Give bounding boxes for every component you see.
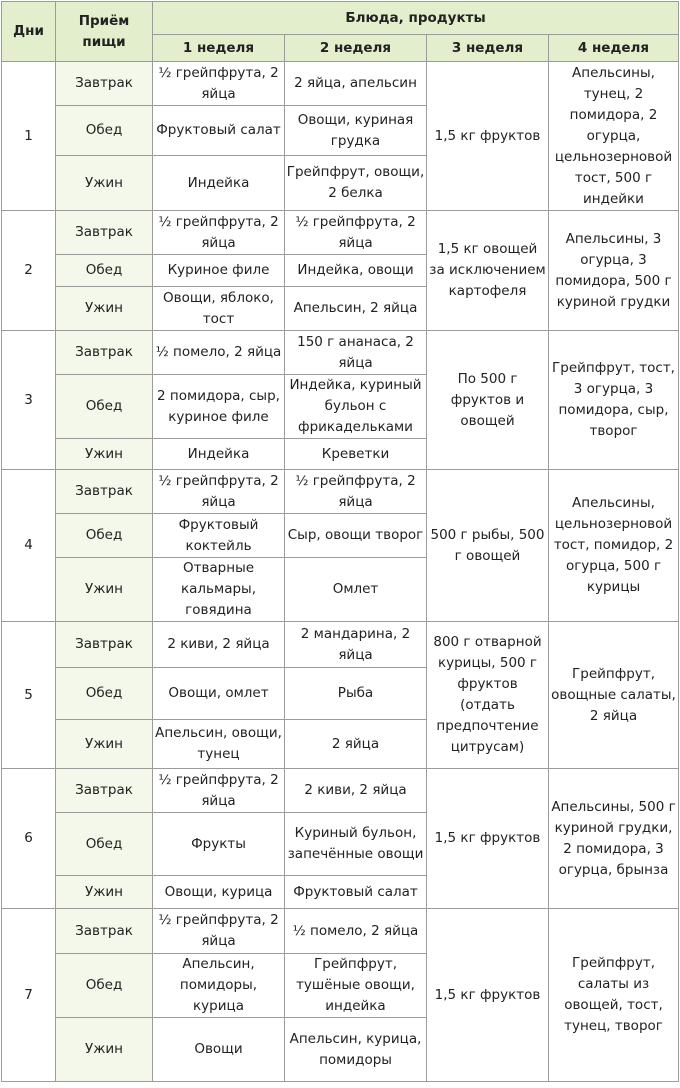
week1-cell: ½ грейпфрута, 2 яйца xyxy=(153,62,285,106)
day-number: 3 xyxy=(2,331,56,470)
meal-dinner: Ужин xyxy=(56,558,153,622)
meal-dinner: Ужин xyxy=(56,1018,153,1082)
week2-cell: Индейка, куриный бульон с фрикадельками xyxy=(285,375,427,439)
week2-cell: 2 яйца, апельсин xyxy=(285,62,427,106)
day-number: 6 xyxy=(2,769,56,909)
meal-lunch: Обед xyxy=(56,668,153,720)
header-week-4: 4 неделя xyxy=(549,35,679,62)
week4-cell: Апельсины, тунец, 2 помидора, 2 огурца, цельнозерновой тост, 500 г индейки xyxy=(549,62,679,211)
meal-breakfast: Завтрак xyxy=(56,470,153,514)
week2-cell: ½ грейпфрута, 2 яйца xyxy=(285,211,427,255)
meal-lunch: Обед xyxy=(56,514,153,558)
week2-cell: ½ грейпфрута, 2 яйца xyxy=(285,470,427,514)
meal-breakfast: Завтрак xyxy=(56,62,153,106)
meal-breakfast: Завтрак xyxy=(56,769,153,813)
week2-cell: Апельсин, курица, помидоры xyxy=(285,1018,427,1082)
week1-cell: Овощи xyxy=(153,1018,285,1082)
week4-cell: Апельсины, 500 г куриной грудки, 2 помидора, 3 огурца, брынза xyxy=(549,769,679,909)
week2-cell: Куриный бульон, запечённые овощи xyxy=(285,813,427,876)
week1-cell: Апельсин, помидоры, курица xyxy=(153,954,285,1018)
diet-table xyxy=(1,1,679,1082)
day-number: 5 xyxy=(2,622,56,769)
week1-cell: ½ помело, 2 яйца xyxy=(153,331,285,375)
week3-cell: 1,5 кг овощей за исключением картофеля xyxy=(427,211,549,331)
week1-cell: ½ грейпфрута, 2 яйца xyxy=(153,211,285,255)
week2-cell: 2 киви, 2 яйца xyxy=(285,769,427,813)
week1-cell: Индейка xyxy=(153,439,285,470)
week2-cell: Грейпфрут, овощи, 2 белка xyxy=(285,156,427,211)
week3-cell: 800 г отварной курицы, 500 г фруктов (отдать предпочтение цитрусам) xyxy=(427,622,549,769)
week1-cell: Овощи, омлет xyxy=(153,668,285,720)
meal-breakfast: Завтрак xyxy=(56,909,153,954)
day-number: 1 xyxy=(2,62,56,211)
week2-cell: Апельсин, 2 яйца xyxy=(285,287,427,331)
week2-cell: Индейка, овощи xyxy=(285,255,427,287)
week2-cell: Грейпфрут, тушёные овощи, индейка xyxy=(285,954,427,1018)
week1-cell: Индейка xyxy=(153,156,285,211)
header-days: Дни xyxy=(2,2,56,62)
week2-cell: Сыр, овощи творог xyxy=(285,514,427,558)
week1-cell: Апельсин, овощи, тунец xyxy=(153,720,285,769)
header-week-2: 2 неделя xyxy=(285,35,427,62)
meal-dinner: Ужин xyxy=(56,876,153,909)
week2-cell: ½ помело, 2 яйца xyxy=(285,909,427,954)
week1-cell: ½ грейпфрута, 2 яйца xyxy=(153,909,285,954)
week2-cell: 2 яйца xyxy=(285,720,427,769)
week1-cell: Фрукты xyxy=(153,813,285,876)
week2-cell: 2 мандарина, 2 яйца xyxy=(285,622,427,668)
week2-cell: Овощи, куриная грудка xyxy=(285,106,427,156)
header-meal: Приём пищи xyxy=(56,2,153,62)
header-week-1: 1 неделя xyxy=(153,35,285,62)
week2-cell: Рыба xyxy=(285,668,427,720)
week4-cell: Апельсины, цельнозерновой тост, помидор, 2 огурца, 500 г курицы xyxy=(549,470,679,622)
week4-cell: Грейпфрут, тост, 3 огурца, 3 помидора, сыр, творог xyxy=(549,331,679,470)
week1-cell: Овощи, курица xyxy=(153,876,285,909)
week1-cell: Куриное филе xyxy=(153,255,285,287)
week1-cell: 2 помидора, сыр, куриное филе xyxy=(153,375,285,439)
meal-lunch: Обед xyxy=(56,255,153,287)
week4-cell: Грейпфрут, салаты из овощей, тост, тунец, творог xyxy=(549,909,679,1082)
week2-cell: Омлет xyxy=(285,558,427,622)
meal-lunch: Обед xyxy=(56,106,153,156)
week1-cell: Фруктовый коктейль xyxy=(153,514,285,558)
week3-cell: 500 г рыбы, 500 г овощей xyxy=(427,470,549,622)
week1-cell: 2 киви, 2 яйца xyxy=(153,622,285,668)
meal-breakfast: Завтрак xyxy=(56,331,153,375)
meal-lunch: Обед xyxy=(56,813,153,876)
week4-cell: Апельсины, 3 огурца, 3 помидора, 500 г куриной грудки xyxy=(549,211,679,331)
header-week-3: 3 неделя xyxy=(427,35,549,62)
header-dishes: Блюда, продукты xyxy=(153,2,679,35)
week2-cell: Фруктовый салат xyxy=(285,876,427,909)
week3-cell: По 500 г фруктов и овощей xyxy=(427,331,549,470)
day-number: 4 xyxy=(2,470,56,622)
week4-cell: Грейпфрут, овощные салаты, 2 яйца xyxy=(549,622,679,769)
week2-cell: 150 г ананаса, 2 яйца xyxy=(285,331,427,375)
meal-dinner: Ужин xyxy=(56,156,153,211)
week1-cell: ½ грейпфрута, 2 яйца xyxy=(153,769,285,813)
meal-dinner: Ужин xyxy=(56,720,153,769)
meal-dinner: Ужин xyxy=(56,287,153,331)
day-number: 7 xyxy=(2,909,56,1082)
week3-cell: 1,5 кг фруктов xyxy=(427,769,549,909)
meal-lunch: Обед xyxy=(56,954,153,1018)
week3-cell: 1,5 кг фруктов xyxy=(427,62,549,211)
meal-breakfast: Завтрак xyxy=(56,622,153,668)
week1-cell: Фруктовый салат xyxy=(153,106,285,156)
meal-lunch: Обед xyxy=(56,375,153,439)
week3-cell: 1,5 кг фруктов xyxy=(427,909,549,1082)
week1-cell: Отварные кальмары, говядина xyxy=(153,558,285,622)
meal-breakfast: Завтрак xyxy=(56,211,153,255)
meal-dinner: Ужин xyxy=(56,439,153,470)
week1-cell: ½ грейпфрута, 2 яйца xyxy=(153,470,285,514)
week2-cell: Креветки xyxy=(285,439,427,470)
day-number: 2 xyxy=(2,211,56,331)
week1-cell: Овощи, яблоко, тост xyxy=(153,287,285,331)
